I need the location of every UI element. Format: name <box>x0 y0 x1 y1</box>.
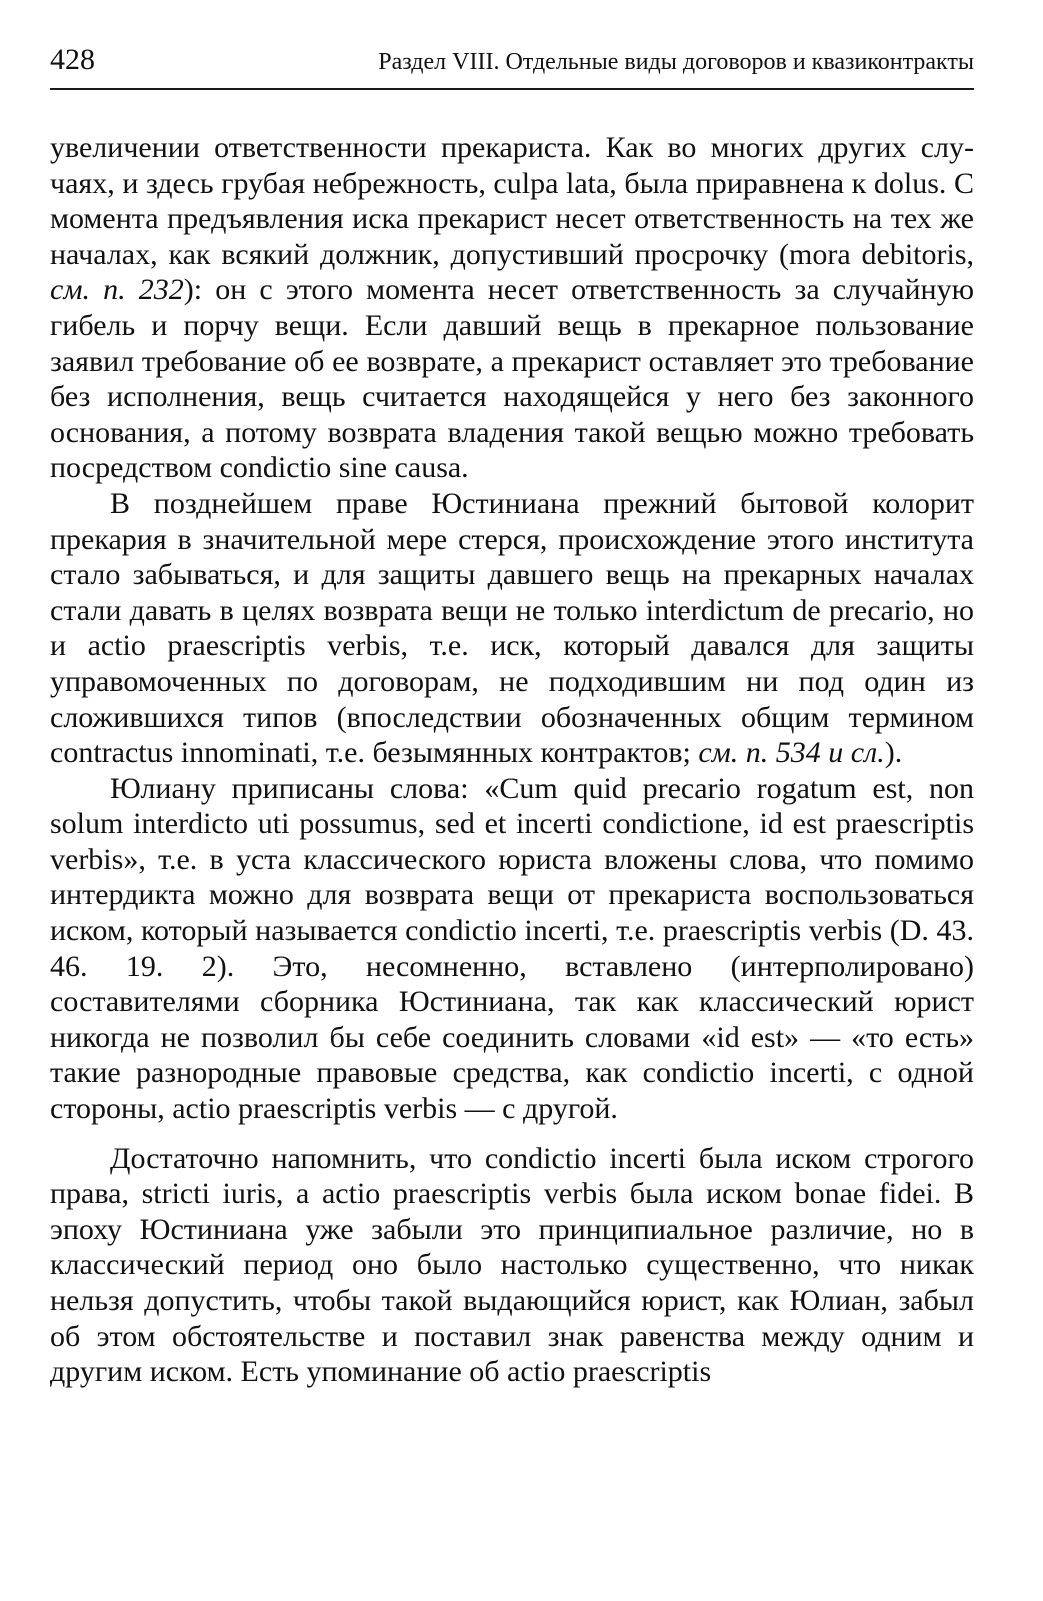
cross-reference: см. п. 534 и сл. <box>698 736 885 770</box>
cross-reference: см. п. 232 <box>50 273 184 307</box>
page-header <box>50 38 974 90</box>
page-number: 428 <box>50 43 95 76</box>
paragraph-2-text-b: ). <box>884 736 903 770</box>
paragraph-1 <box>50 130 974 486</box>
book-page <box>50 38 974 1390</box>
paragraph-2 <box>50 486 974 771</box>
body-text <box>50 130 974 1390</box>
paragraph-4: Достаточно напомнить, что condictio incerti была иском строгого права, stricti iuris, а actio praescriptis verbis была иском bonae fidei. В эпоху Юстиниана уже забыли это принципиальное различие, но в классический период оно было настолько существенно, что никак нельзя допустить, чтобы такой выдающийся юрист, как Юлиан, забыл об этом обстоятельстве и поставил знак равенства между одним и другим иском. Есть упоминание об actio praescriptis <box>50 1141 974 1389</box>
paragraph-3: Юлиану приписаны слова: «Cum quid precario rogatum est, non solum interdicto uti possumus, sed et incerti condictione, id est praescriptis verbis», т.е. в уста классического юриста вложены слова, что помимо интердикта можно для возврата вещи от прекариста воспользоваться иском, который называется condictio incerti, т.е. praescriptis verbis (D. 43. 46. 19. 2). Это, несомненно, вставлено (интерполировано) составителями сборника Юстиниана, так как классический юрист никогда не позволил бы себе соединить словами «id est» — «то есть» такие разнородные правовые средства, как condictio incerti, с одной стороны, actio praescriptis verbis — с другой. <box>50 771 974 1126</box>
paragraph-2-text-a: В позднейшем праве Юстиниана прежний бытовой колорит прекария в значительной мере стерся, происхождение этого института стало забываться, и для защиты давшего вещь на прекарных началах стали давать в целях возврата вещи не только interdictum de precario, но и actio praescriptis verbis, т.е. иск, который давался для защиты управомоченных по договорам, не подходившим ни под один из сложившихся типов (впоследствии обозначенных общим термином contractus innominati, т.е. безымянных контрактов; <box>50 486 974 770</box>
paragraph-1-text-b: ): он с этого момента несет ответственность за случайную гибель и порчу вещи. Если давший вещь в прекарное пользование заявил требование об ее возврате, а прекарист оставляет это требование без исполнения, вещь считается находящейся у него без законного основания, а потому возврата владения такой вещью можно требовать посредством condictio sine causa. <box>50 273 974 485</box>
running-title: Раздел VIII. Отдельные виды договоров и квазиконтракты <box>378 49 974 75</box>
paragraph-1-text-a: увеличении ответственности прекариста. Как во многих других случаях, и здесь грубая небрежность, culpa lata, была приравнена к dolus. С момента предъявления иска прекарист несет ответственность на тех же началах, как всякий должник, допустивший просрочку (mora debitoris, <box>50 131 974 271</box>
